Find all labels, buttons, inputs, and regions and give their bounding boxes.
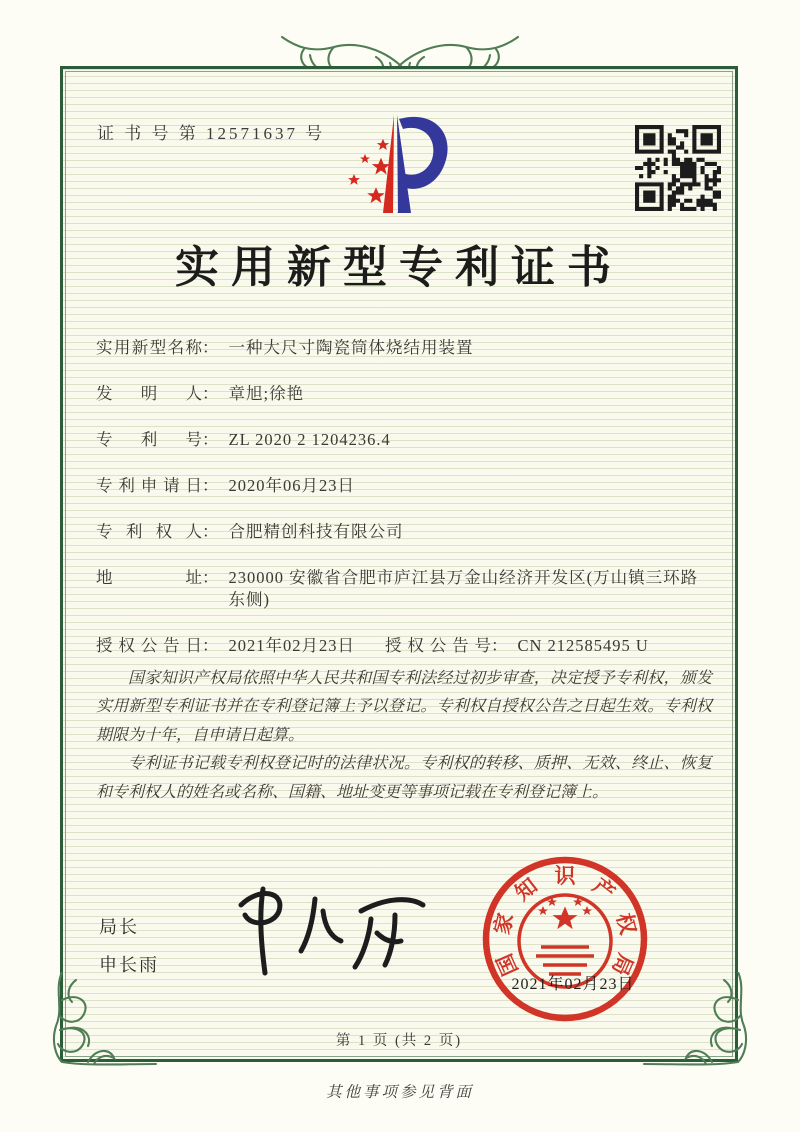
certificate-frame [60,66,738,1062]
colon: ： [202,384,219,403]
body-paragraph-2: 专利证书记载专利权登记时的法律状况。专利权的转移、质押、无效、终止、恢复和专利权人的姓名或名称、国籍、地址变更等事项记载在专利登记簿上。 [96,755,712,801]
certificate-number: 证 书 号 第 12571637 号 [97,124,326,143]
seal-date: 2021年02月23日 [511,976,635,993]
field-value: 2021年02月23日 [228,636,355,655]
director-title: 局长 [99,917,139,937]
svg-text:识: 识 [554,864,576,888]
field-label: 专利权人 [96,522,202,541]
field-value: 2020年06月23日 [228,476,355,495]
back-note: 其他事项参见背面 [325,1084,474,1101]
field-value: 一种大尺寸陶瓷筒体烧结用装置 [228,338,474,357]
svg-text:家: 家 [489,910,519,937]
svg-text:权: 权 [611,910,641,937]
svg-text:局: 局 [607,950,638,980]
field-value: CN 212585495 U [517,636,649,655]
director-name: 申长雨 [99,955,159,975]
field-value: ZL 2020 2 1204236.4 [228,430,391,449]
colon: ： [491,636,508,655]
field-row-address [96,567,712,611]
field-value: 230000 安徽省合肥市庐江县万金山经济开发区(万山镇三环路东侧) [228,568,699,609]
field-label: 授权公告日 [96,636,202,655]
signature-autograph-icon [211,875,427,979]
field-row-filing-date [96,475,712,497]
field-row-grant [96,635,712,657]
field-row-inventor [96,383,712,405]
colon: ： [202,338,219,357]
bottom-left-flourish-ornament [46,972,158,1074]
field-label: 实用新型名称 [96,338,202,357]
colon: ： [202,636,219,655]
field-rows [96,337,712,657]
official-seal-icon [479,853,651,1025]
field-row-name [96,337,712,359]
svg-text:知: 知 [510,873,542,906]
bottom-right-flourish-ornament [642,972,754,1074]
page-indicator: 第 1 页 (共 2 页) [335,1033,463,1049]
body-paragraph-1: 国家知识产权局依照中华人民共和国专利法经过初步审查，决定授予专利权，颁发实用新型专利证书并在专利登记簿上予以登记。专利权自授权公告之日起生效。专利权期限为十年，自申请日起算。 [96,670,712,744]
svg-text:产: 产 [588,873,620,906]
field-label: 专利号 [96,430,202,449]
colon: ： [202,476,219,495]
field-label: 授权公告号 [385,636,491,655]
field-label: 专利申请日 [96,476,202,495]
qr-code [635,125,721,211]
colon: ： [202,430,219,449]
field-value: 章旭;徐艳 [228,384,305,403]
svg-text:国: 国 [492,950,523,980]
field-label: 地址 [96,568,202,587]
cnipa-logo-icon [331,109,473,229]
field-label: 发明人 [96,384,202,403]
certificate-title: 实用新型专利证书 [175,243,623,292]
colon: ： [202,568,219,587]
field-value: 合肥精创科技有限公司 [228,522,404,541]
field-row-patent-no [96,429,712,451]
legal-text [96,665,712,807]
colon: ： [202,522,219,541]
field-row-patentee [96,521,712,543]
